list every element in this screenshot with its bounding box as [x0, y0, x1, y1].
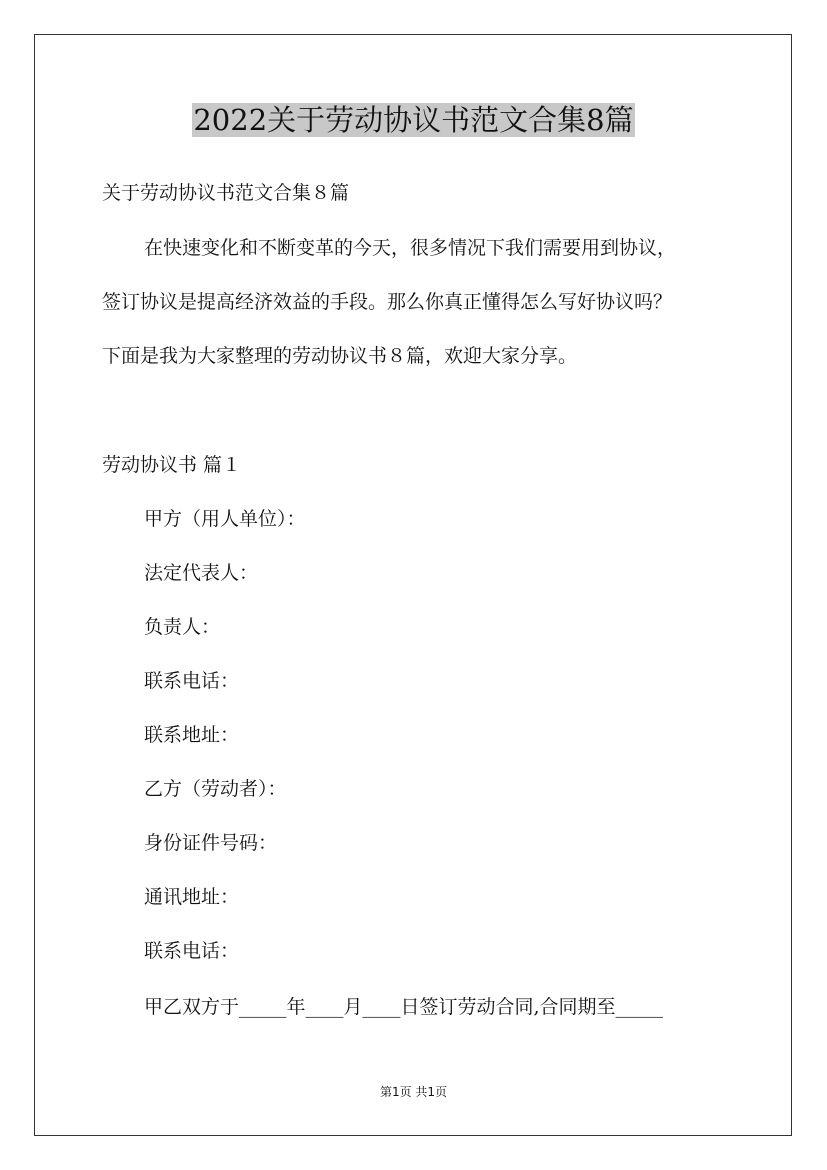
field-mailing-address: 通讯地址： — [144, 886, 240, 908]
field-phone-b: 联系电话： — [144, 940, 240, 962]
page-footer: 第1页 共1页 — [379, 1085, 448, 1099]
field-phone-a: 联系电话： — [144, 670, 240, 692]
intro-line-1: 在快速变化和不断变革的今天，很多情况下我们需要用到协议， — [144, 237, 677, 259]
intro-line-3: 下面是我为大家整理的劳动协议书８篇，欢迎大家分享。 — [102, 345, 578, 367]
field-address-a: 联系地址： — [144, 724, 240, 746]
document-title — [0, 98, 827, 142]
document-subtitle: 关于劳动协议书范文合集８篇 — [102, 182, 350, 204]
contract-date-line: 甲乙双方于_____年____月____日签订劳动合同,合同期至_____ — [144, 996, 664, 1018]
field-legal-representative: 法定代表人： — [144, 562, 259, 584]
document-title-text: 2022关于劳动协议书范文合集8篇 — [193, 103, 634, 137]
field-id-number: 身份证件号码： — [144, 832, 278, 854]
field-person-in-charge: 负责人： — [144, 616, 221, 638]
field-party-b: 乙方（劳动者）： — [144, 778, 287, 800]
section-heading: 劳动协议书 篇１ — [102, 454, 242, 476]
field-party-a: 甲方（用人单位）： — [144, 508, 306, 530]
intro-line-2: 签订协议是提高经济效益的手段。那么你真正懂得怎么写好协议吗？ — [102, 291, 673, 313]
